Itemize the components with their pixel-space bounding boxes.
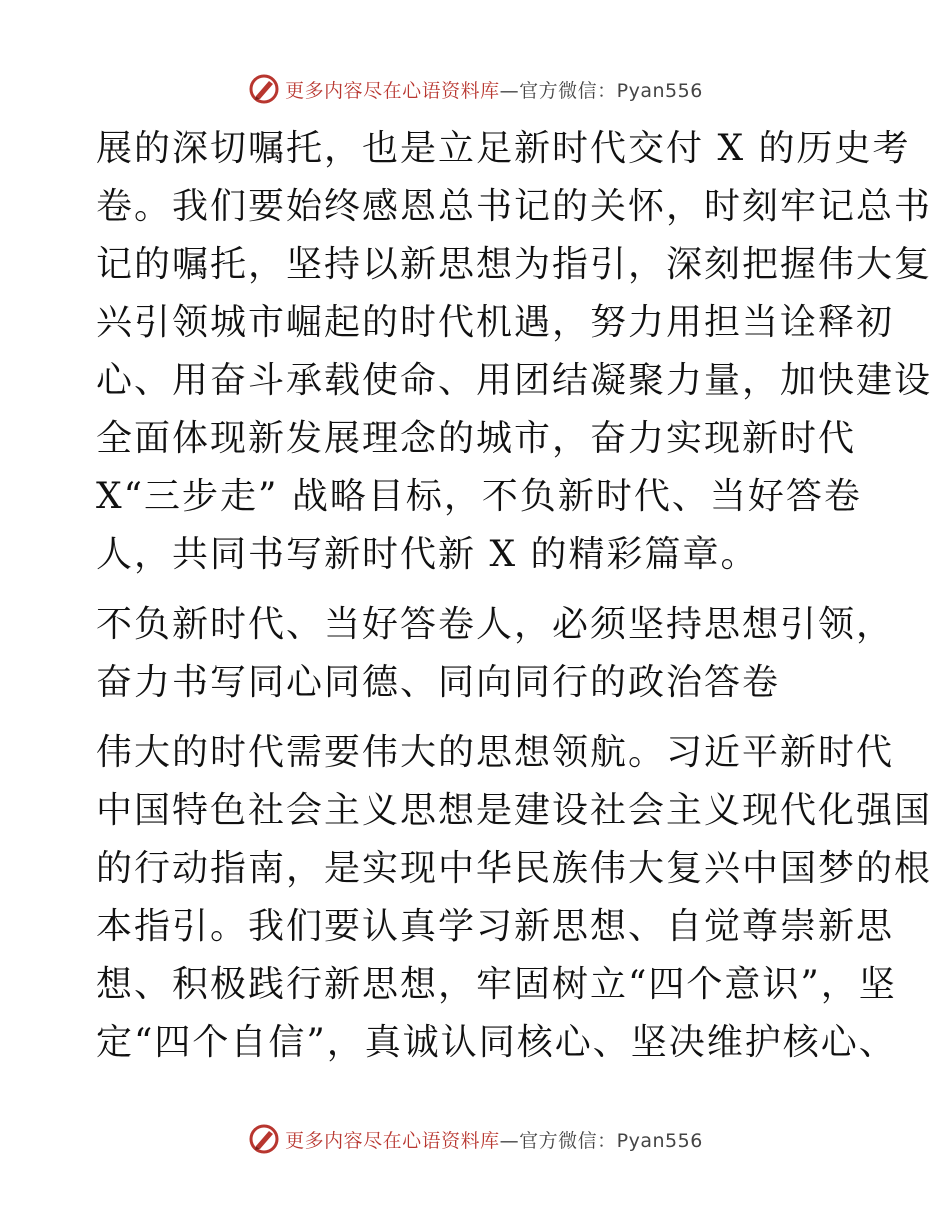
text-line: 卷。我们要始终感恩总书记的关怀，时刻牢记总书 xyxy=(96,186,933,227)
watermark-separator: — xyxy=(499,1129,520,1152)
watermark-text xyxy=(285,76,703,103)
footer-watermark xyxy=(0,1122,950,1156)
text-line: 中国特色社会主义思想是建设社会主义现代化强国 xyxy=(96,790,933,831)
text-line: 兴引领城市崛起的时代机遇，努力用担当诠释初 xyxy=(96,302,895,343)
text-line: 展的深切嘱托，也是立足新时代交付 X 的历史考 xyxy=(96,128,911,169)
text-line: 全面体现新发展理念的城市，奋力实现新时代 xyxy=(96,418,857,459)
watermark-main-text: 更多内容尽在心语资料库 xyxy=(285,79,500,102)
watermark-suffix-text: 官方微信：Pyan556 xyxy=(519,79,703,102)
paragraph xyxy=(96,724,933,1072)
watermark-suffix-text: 官方微信：Pyan556 xyxy=(519,1129,703,1152)
pen-circle-logo-icon xyxy=(247,72,281,106)
text-line: X“三步走” 战略目标，不负新时代、当好答卷 xyxy=(96,476,862,517)
text-line: 想、积极践行新思想，牢固树立“四个意识”，坚 xyxy=(96,964,897,1005)
watermark-main-text: 更多内容尽在心语资料库 xyxy=(285,1129,500,1152)
heading-line: 不负新时代、当好答卷人，必须坚持思想引领， xyxy=(96,604,895,645)
header-watermark xyxy=(0,72,950,106)
watermark-separator: — xyxy=(499,79,520,102)
pen-circle-logo-icon xyxy=(247,1122,281,1156)
text-line: 本指引。我们要认真学习新思想、自觉尊崇新思 xyxy=(96,906,895,947)
text-line: 定“四个自信”，真诚认同核心、坚决维护核心、 xyxy=(96,1022,897,1063)
text-line: 记的嘱托，坚持以新思想为指引，深刻把握伟大复 xyxy=(96,244,933,285)
document-body xyxy=(96,120,933,1072)
text-line: 心、用奋斗承载使命、用团结凝聚力量，加快建设 xyxy=(96,360,933,401)
text-line: 伟大的时代需要伟大的思想领航。习近平新时代 xyxy=(96,732,895,773)
text-line: 人，共同书写新时代新 X 的精彩篇章。 xyxy=(96,534,759,575)
section-heading xyxy=(96,596,895,712)
watermark-text xyxy=(285,1126,703,1153)
text-line: 的行动指南，是实现中华民族伟大复兴中国梦的根 xyxy=(96,848,933,889)
paragraph xyxy=(96,120,933,584)
heading-line: 奋力书写同心同德、同向同行的政治答卷 xyxy=(96,662,781,703)
